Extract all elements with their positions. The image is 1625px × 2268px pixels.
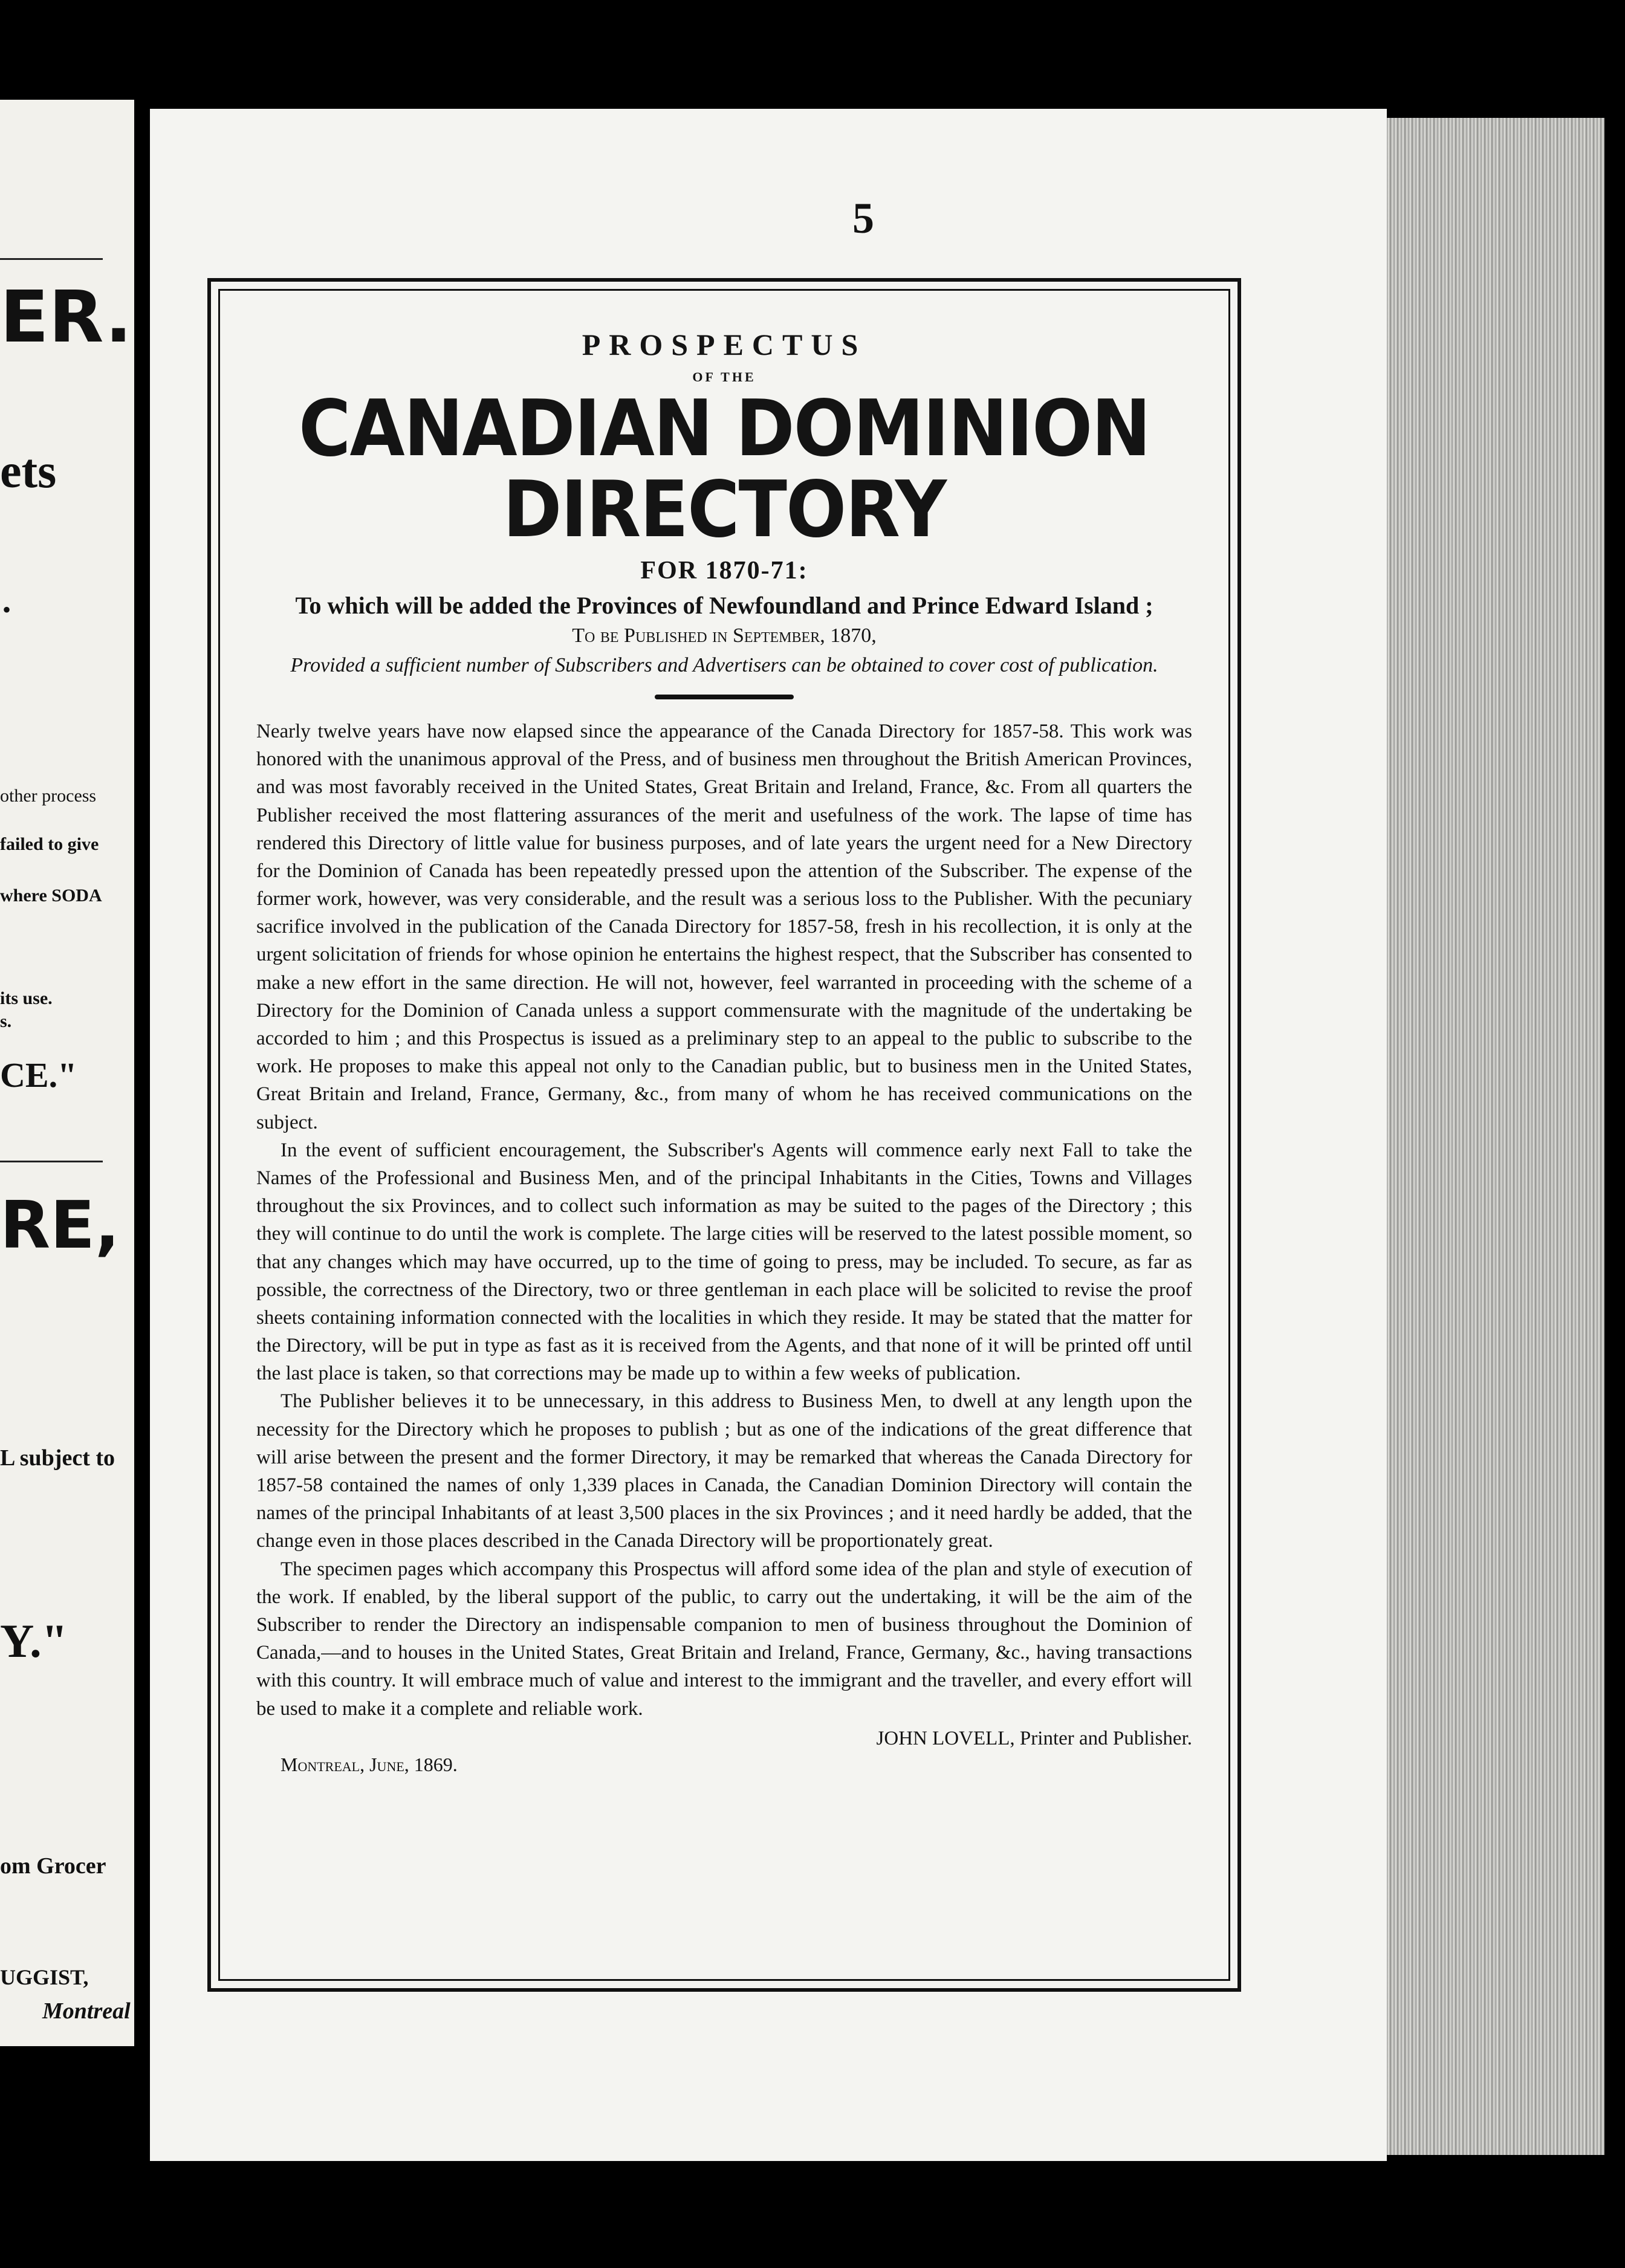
publication-date-line: To be Published in September, 1870, bbox=[572, 624, 877, 647]
publisher-signature: JOHN LOVELL, Printer and Publisher. bbox=[876, 1727, 1192, 1749]
body-paragraph-4: The specimen pages which accompany this Prospectus will afford some idea of the plan and style of execution of the work. If enabled, by the liberal support of the public, to carry out the undertaking, it will be the aim of the Subscriber to render the Directory an indispensable companion to men of business throughout the Dominion of Canada,—and to houses in the United States, Great Britain and Ireland, France, Germany, &c., having transactions with this country. It will embrace much of value and interest to the immigrant and the traveller, and every effort will be used to make it a complete and reliable work. bbox=[256, 1558, 1192, 1720]
facing-page-fragment: its use. bbox=[0, 988, 53, 1008]
body-paragraph-3: The Publisher believes it to be unnecessary, in this address to Business Men, to dwell at any length upon the necessity for the Directory which he proposes to publish ; but as one of the indications of the great difference that will arise between the present and the former Directory, it may be remarked that whereas the Canada Directory for 1857-58 contained the names of only 1,339 places in Canada, the Canadian Dominion Directory will contain the names of the principal Inhabitants of at least 3,500 places in the six Provinces ; and it need hardly be added, that the change even in those places described in the Canada Directory will be proportionately great. bbox=[256, 1390, 1192, 1552]
of-the-label: OF THE bbox=[692, 369, 756, 384]
body-paragraph-1: Nearly twelve years have now elapsed since the appearance of the Canada Directory for 1857-58. This work was honored with the unanimous approval of the Press, and of business men throughout the British American Provinces, and was most favorably received in the United States, Great Britain and Ireland, France, &c. From all quarters the Publisher received the most flattering assurances of the merit and usefulness of the work. The lapse of time has rendered this Directory of little value for business purposes, and of late years the urgent need for a New Directory for the Dominion of Canada has been repeatedly pressed upon the attention of the Subscriber. The expense of the former work, however, was very considerable, and the result was a serious loss to the Publisher. With the pecuniary sacrifice involved in the publication of the Canada Directory for 1857-58, fresh in his recollection, it is only at the urgent solicitation of friends for whose opinion he entertains the highest respect, that the Subscriber has consented to make a new effort in the same direction. He will not, however, feel warranted in proceeding with the scheme of a Directory for the Dominion of Canada unless a support commensurate with the magnitude of the undertaking be accorded to him ; and this Prospectus is issued as a preliminary step to an appeal to the public to subscribe to the work. He proposes to make this appeal not only to the Canadian public, but to business men in the United States, Great Britain and Ireland, France, Germany, &c., from many of whom he has received communications on the subject. bbox=[256, 720, 1192, 1133]
facing-page-fragment: • bbox=[2, 596, 11, 623]
facing-page-fragment: om Grocer bbox=[0, 1853, 106, 1879]
facing-page-rule bbox=[0, 1161, 103, 1162]
section-divider bbox=[655, 695, 794, 699]
dateline: Montreal, June, 1869. bbox=[281, 1753, 458, 1775]
facing-page-fragment: CE." bbox=[0, 1055, 77, 1095]
prospectus-content bbox=[256, 327, 1192, 1776]
facing-page-fragment: Y." bbox=[0, 1615, 68, 1667]
facing-page-fragment: L subject to bbox=[0, 1445, 115, 1471]
facing-page-fragment: ER. bbox=[0, 275, 132, 358]
prospectus-inner-frame bbox=[218, 289, 1230, 1981]
directory-years: FOR 1870-71: bbox=[640, 556, 808, 585]
prospectus-title: PROSPECTUS bbox=[582, 328, 867, 361]
body-paragraph-2: In the event of sufficient encouragement, the Subscriber's Agents will commence early next Fall to take the Names of the Professional and Business Men, and of the principal Inhabitants in the Cities, Towns and Villages throughout the six Provinces, and to collect such information as may be suited to the pages of the Directory ; this they will continue to do until the work is complete. The large cities will be reserved to the latest possible moment, so that any changes which may have occurred, up to the time of going to press, may be included. To secure, as far as possible, the correctness of the Directory, two or three gentleman in each place will be solicited to revise the proof sheets containing information connected with the localities in which they reside. It may be stated that the matter for the Directory, will be put in type as fast as it is received from the Agents, and that none of it will be printed off until the last place is taken, so that corrections may be made up to within a few weeks of publication. bbox=[256, 1139, 1192, 1385]
directory-title: CANADIAN DOMINION DIRECTORY bbox=[298, 384, 1150, 556]
book-page-edges bbox=[1387, 118, 1604, 2155]
condition-line: Provided a sufficient number of Subscribers and Advertisers can be obtained to cover cost of publication. bbox=[290, 653, 1158, 676]
prospectus-frame bbox=[207, 278, 1241, 1992]
facing-page-fragment: s. bbox=[0, 1011, 12, 1031]
facing-page-fragment: UGGIST, bbox=[0, 1965, 89, 1989]
facing-page-fragment: Montreal bbox=[42, 1998, 131, 2024]
facing-page-rule bbox=[0, 258, 103, 260]
facing-page-fragment: failed to give bbox=[0, 834, 99, 854]
added-provinces-line: To which will be added the Provinces of Newfoundland and Prince Edward Island ; bbox=[295, 591, 1153, 619]
facing-page-fragment: where SODA bbox=[0, 886, 102, 906]
facing-page-fragment: ets bbox=[0, 445, 57, 498]
facing-page-fragment: RE, bbox=[0, 1188, 120, 1263]
page-number: 5 bbox=[852, 194, 874, 242]
facing-page-strip bbox=[0, 100, 134, 2046]
main-page bbox=[150, 109, 1387, 2161]
facing-page-fragment: other process bbox=[0, 786, 97, 806]
